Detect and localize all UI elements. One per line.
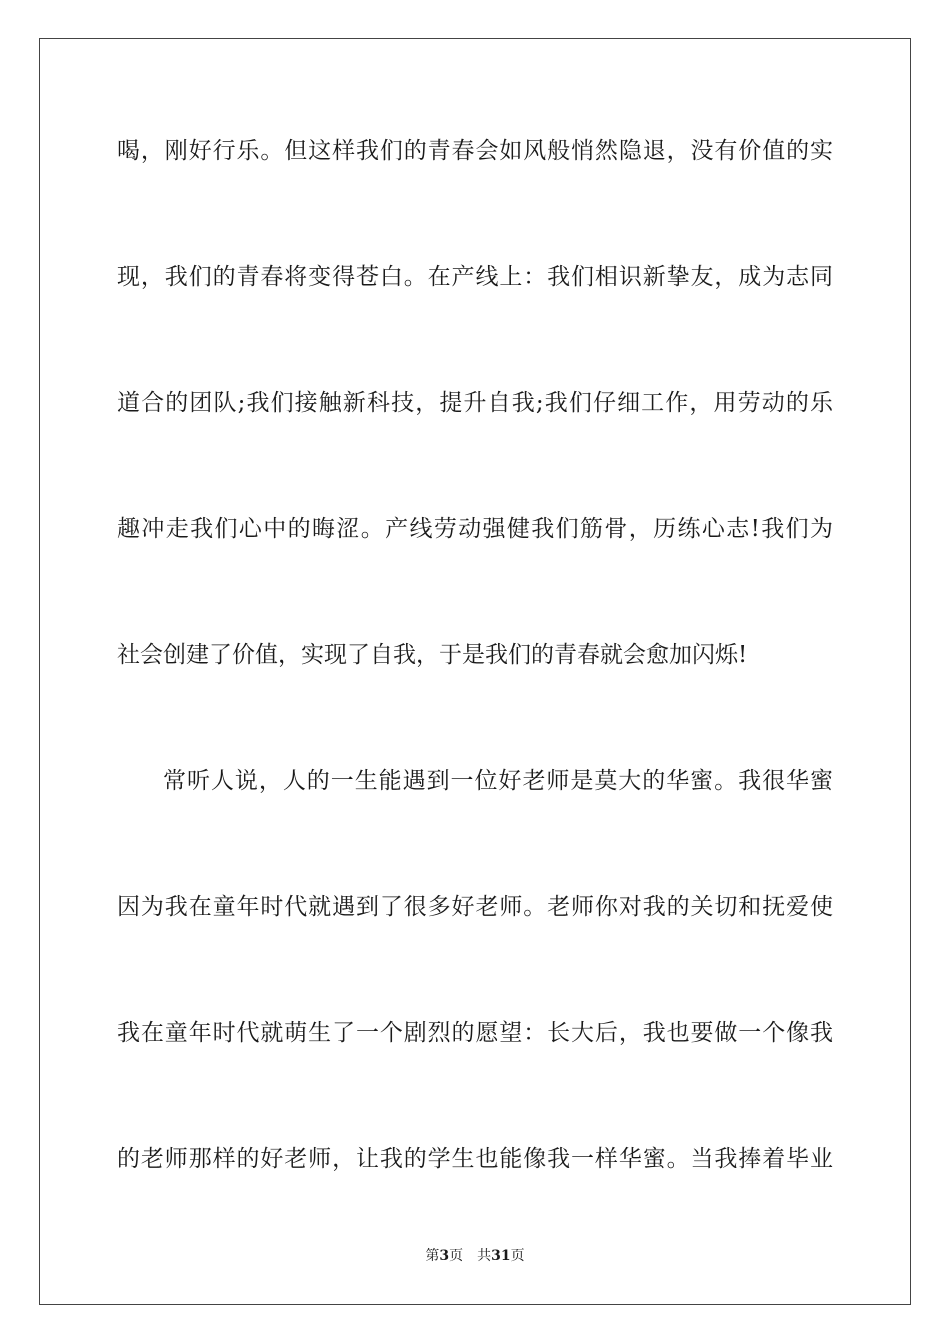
page-footer [0,1245,950,1265]
text-line: 的老师那样的好老师，让我的学生也能像我一样华蜜。当我捧着毕业 [117,1146,833,1172]
total-prefix: 共 [477,1248,492,1264]
text-line: 趣冲走我们心中的晦涩。产线劳动强健我们筋骨，历练心志!我们为 [117,516,833,542]
page-prefix: 第 [425,1248,440,1264]
text-line: 道合的团队;我们接触新科技，提升自我;我们仔细工作，用劳动的乐 [117,390,833,416]
text-line: 喝，刚好行乐。但这样我们的青春会如风般悄然隐退，没有价值的实 [117,138,833,164]
text-line: 我在童年时代就萌生了一个剧烈的愿望：长大后，我也要做一个像我 [117,1020,833,1046]
document-body [117,126,833,1260]
text-line-paragraph-start: 常听人说，人的一生能遇到一位好老师是莫大的华蜜。我很华蜜 [163,768,833,794]
total-suffix: 页 [510,1248,525,1264]
text-line: 现，我们的青春将变得苍白。在产线上：我们相识新挚友，成为志同 [117,264,833,290]
total-pages: 31 [491,1248,511,1264]
page-number: 3 [439,1248,450,1264]
text-line: 社会创建了价值，实现了自我，于是我们的青春就会愈加闪烁! [117,642,748,668]
page-suffix: 页 [449,1248,464,1264]
text-line: 因为我在童年时代就遇到了很多好老师。老师你对我的关切和抚爱使 [117,894,833,920]
